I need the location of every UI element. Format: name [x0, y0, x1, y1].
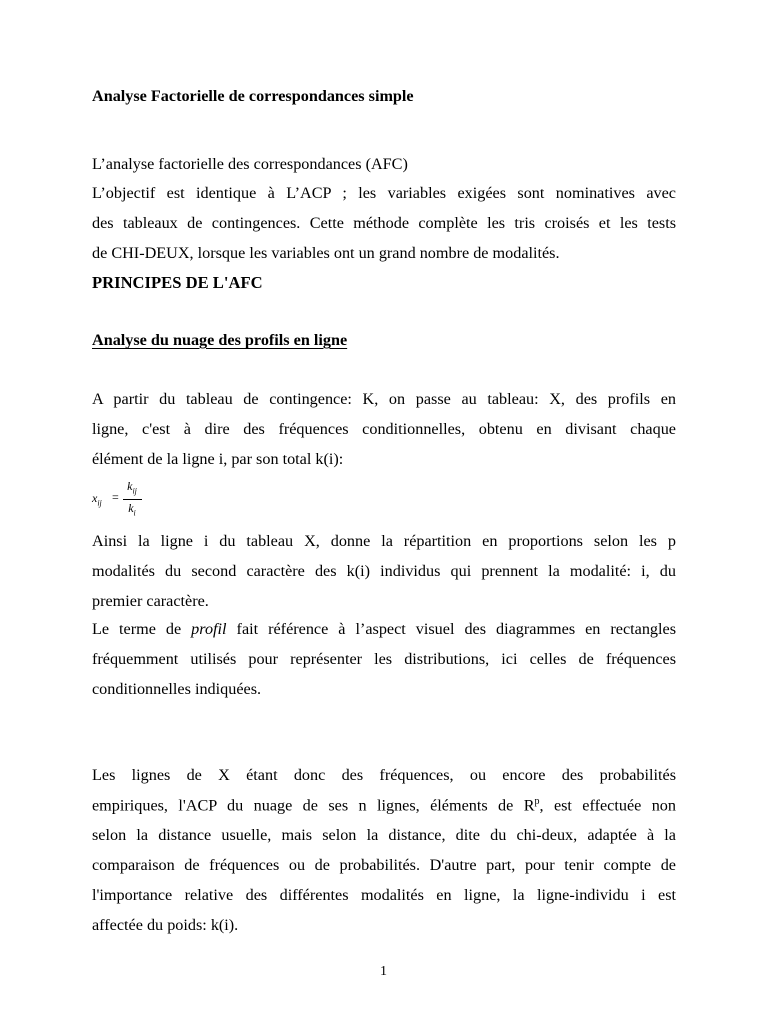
paragraph-line-distribution [92, 532, 676, 621]
paragraph2-line-3: premier caractère. [92, 592, 209, 610]
formula-equals: = [112, 490, 119, 504]
paragraph3-line-3: conditionnelles indiquées. [92, 680, 262, 698]
intro-line-2: L’objectif est identique à L’ACP ; les variables exigées sont nominatives avec [92, 184, 676, 202]
paragraph4-line-3: selon la distance usuelle, mais selon la distance, dite du chi-deux, adaptée à la [92, 826, 676, 844]
formula-lhs: $x_{ij}$ [92, 491, 102, 508]
paragraph1-line-3: élément de la ligne i, par son total k(i): [92, 450, 344, 468]
intro-line-3: des tableaux de contingences. Cette méthode complète les tris croisés et les tests [92, 214, 676, 232]
intro-paragraph [92, 184, 676, 274]
paragraph3-line-1: Le terme de profil fait référence à l’aspect visuel des diagrammes en rectangles [92, 620, 676, 638]
paragraph2-line-2: modalités du second caractère des k(i) individus qui prennent la modalité: i, du [92, 562, 676, 580]
document-title: Analyse Factorielle de correspondances simple [92, 87, 414, 105]
profil-term: profil [191, 620, 227, 638]
paragraph-profiles [92, 390, 676, 480]
fraction-bar [123, 499, 142, 500]
paragraph4-line-1: Les lignes de X étant donc des fréquences, ou encore des probabilités [92, 766, 676, 784]
subsection-heading: Analyse du nuage des profils en ligne [92, 331, 348, 349]
paragraph-chi-square-distance [92, 766, 676, 946]
profile-formula [92, 479, 172, 521]
paragraph1-line-2: ligne, c'est à dire des fréquences conditionnelles, obtenu en divisant chaque [92, 420, 676, 438]
paragraph4-line-6: affectée du poids: k(i). [92, 916, 239, 934]
page-number: 1 [380, 964, 387, 979]
paragraph4-line-2: empiriques, l'ACP du nuage de ses n lignes, éléments de $R^p$, est effectuée non [92, 796, 676, 815]
intro-line-4: de CHI-DEUX, lorsque les variables ont un grand nombre de modalités. [92, 244, 560, 262]
paragraph2-line-1: Ainsi la ligne i du tableau X, donne la répartition en proportions selon les p [92, 532, 676, 550]
formula-denominator: $k_i$ [128, 501, 136, 518]
superscript-p: p [534, 796, 540, 807]
formula-numerator: $k_{ij}$ [127, 479, 137, 496]
paragraph3-line-2: fréquemment utilisés pour représenter les distributions, ici celles de fréquences [92, 650, 676, 668]
section-heading: PRINCIPES DE L'AFC [92, 273, 263, 292]
paragraph4-line-4: comparaison de fréquences ou de probabilités. D'autre part, pour tenir compte de [92, 856, 676, 874]
paragraph-profile-term [92, 620, 676, 710]
paragraph1-line-1: A partir du tableau de contingence: K, on passe au tableau: X, des profils en [92, 390, 676, 408]
intro-line-1: L’analyse factorielle des correspondances (AFC) [92, 155, 408, 173]
paragraph4-line-5: l'importance relative des différentes modalités en ligne, la ligne-individu i est [92, 886, 676, 904]
